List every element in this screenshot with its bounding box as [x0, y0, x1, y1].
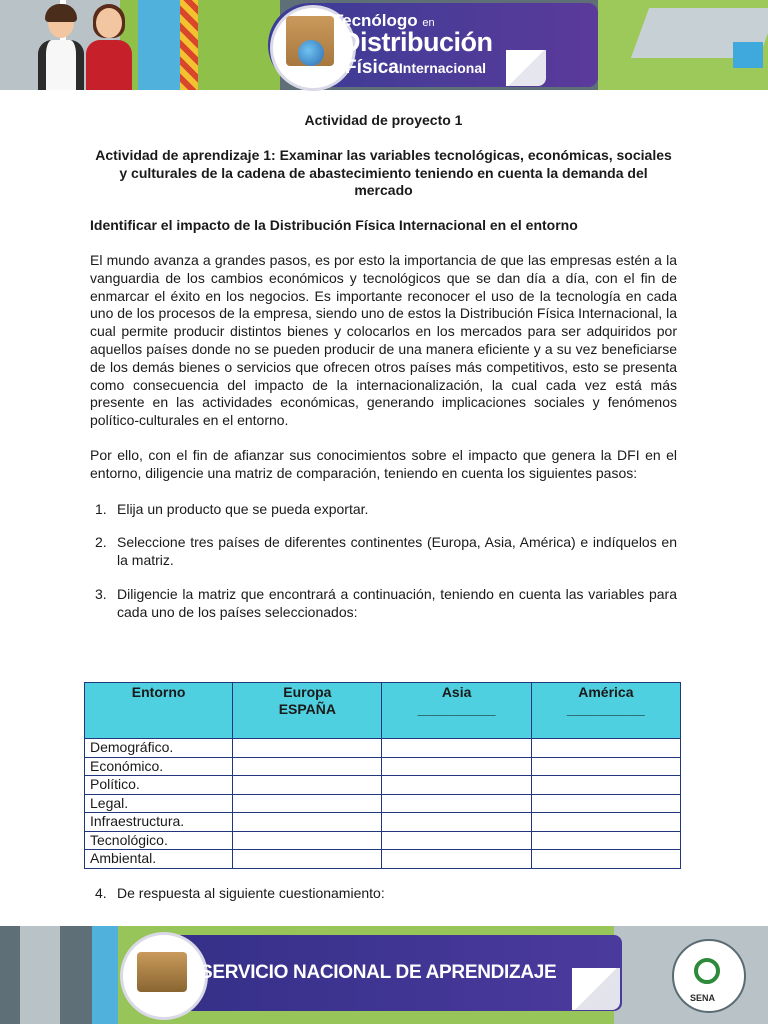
column-header-entorno: Entorno [85, 683, 233, 739]
stripe-decoration [180, 0, 198, 90]
table-row [85, 757, 681, 776]
matrix-cell[interactable] [382, 757, 531, 776]
matrix-cell[interactable] [233, 794, 382, 813]
step-number: 4. [95, 885, 107, 901]
page-curl-decoration [572, 968, 620, 1010]
sena-logo-icon [694, 958, 720, 984]
list-item: 1. Elija un producto que se pueda exportar. [95, 500, 369, 517]
row-label: Demográfico. [85, 739, 233, 758]
matrix-cell[interactable] [382, 850, 531, 869]
row-label: Legal. [85, 794, 233, 813]
matrix-cell[interactable] [531, 850, 680, 869]
column-header-asia: Asia __________ [382, 683, 531, 739]
matrix-cell[interactable] [531, 794, 680, 813]
row-label: Infraestructura. [85, 813, 233, 832]
program-title-line2: Distribución [341, 27, 493, 57]
matrix-cell[interactable] [531, 776, 680, 795]
row-label: Ambiental. [85, 850, 233, 869]
matrix-cell[interactable] [382, 831, 531, 850]
table-row [85, 850, 681, 869]
page-curl-decoration [506, 50, 546, 86]
section-heading: Identificar el impacto de la Distribución Física Internacional en el entorno [90, 217, 578, 234]
list-item: 2. Seleccione tres países de diferentes continentes (Europa, Asia, América) e indíquelos en la matriz. [95, 534, 677, 569]
table-header-row [85, 683, 681, 739]
matrix-cell[interactable] [233, 813, 382, 832]
step-text: De respuesta al siguiente cuestionamiento: [117, 885, 385, 901]
program-title-line3: FísicaInternacional [345, 57, 487, 78]
matrix-cell[interactable] [531, 831, 680, 850]
comparison-matrix [84, 682, 681, 869]
matrix-cell[interactable] [531, 757, 680, 776]
column-header-europa: Europa ESPAÑA [233, 683, 382, 739]
table-row [85, 813, 681, 832]
matrix-cell[interactable] [233, 831, 382, 850]
column-header-america: América __________ [531, 683, 680, 739]
matrix-cell[interactable] [382, 776, 531, 795]
matrix-cell[interactable] [233, 776, 382, 795]
river-illustration [138, 0, 180, 90]
document-title: Actividad de proyecto 1 [304, 112, 463, 128]
sena-logo-text: SENA [690, 993, 716, 1003]
globe-icon [298, 40, 324, 66]
matrix-cell[interactable] [382, 739, 531, 758]
man-illustration [36, 4, 86, 90]
matrix-cell[interactable] [531, 813, 680, 832]
instructions-paragraph: Por ello, con el fin de afianzar sus conocimientos sobre el impacto que genera la DFI en el entorno, diligencie una matriz de comparación, teniendo en cuenta los siguientes pasos: [90, 446, 677, 481]
activity-title: Actividad de aprendizaje 1: Examinar las variables tecnológicas, económicas, sociales y culturales de la cadena de abastecimiento teniendo en cuenta la demanda del mercado [95, 146, 672, 199]
matrix-cell[interactable] [382, 794, 531, 813]
woman-illustration [84, 4, 134, 90]
matrix-cell[interactable] [531, 739, 680, 758]
matrix-cell[interactable] [382, 813, 531, 832]
map-icon [137, 952, 187, 992]
document-body [90, 104, 677, 638]
matrix-cell[interactable] [233, 850, 382, 869]
row-label: Político. [85, 776, 233, 795]
table-row [85, 776, 681, 795]
list-item: 3. Diligencie la matriz que encontrará a continuación, teniendo en cuenta las variables para cada uno de los países seleccionados: [95, 585, 677, 620]
table-row [85, 794, 681, 813]
pool-illustration [733, 42, 763, 68]
institution-name: SERVICIO NACIONAL DE APRENDIZAJE [200, 962, 557, 983]
matrix-cell[interactable] [233, 757, 382, 776]
table-row [85, 739, 681, 758]
row-label: Tecnológico. [85, 831, 233, 850]
table-row [85, 831, 681, 850]
road-illustration [20, 926, 60, 1024]
row-label: Económico. [85, 757, 233, 776]
program-title-line1: Tecnólogo en [333, 11, 435, 30]
steps-list [90, 501, 677, 622]
matrix-cell[interactable] [233, 739, 382, 758]
river-illustration [92, 926, 118, 1024]
intro-paragraph: El mundo avanza a grandes pasos, es por esto la importancia de que las empresas estén a la vanguardia de los cambios económicos y tecnológicos que se dan día a día, con el fin de enmarcar el éxito en los negocios. Es importante reconocer el uso de la tecnología en cada uno de los procesos de la empresa, siendo uno de estos la Distribución Física Internacional, la cual permite producir distintos bienes y colocarlos en los mercados para ser adquiridos por aquellos países donde no se pueden producir de una manera eficiente y a su vez beneficiarse de los demás bienes o servicios que ofrecen otros países más competitivos, esto se presenta como consecuencia del impacto de la internacionalización, la cual cada vez está más presente en las actividades económicas, generando implicaciones sociales y fenómenos político-culturales en el entorno. [90, 251, 677, 429]
